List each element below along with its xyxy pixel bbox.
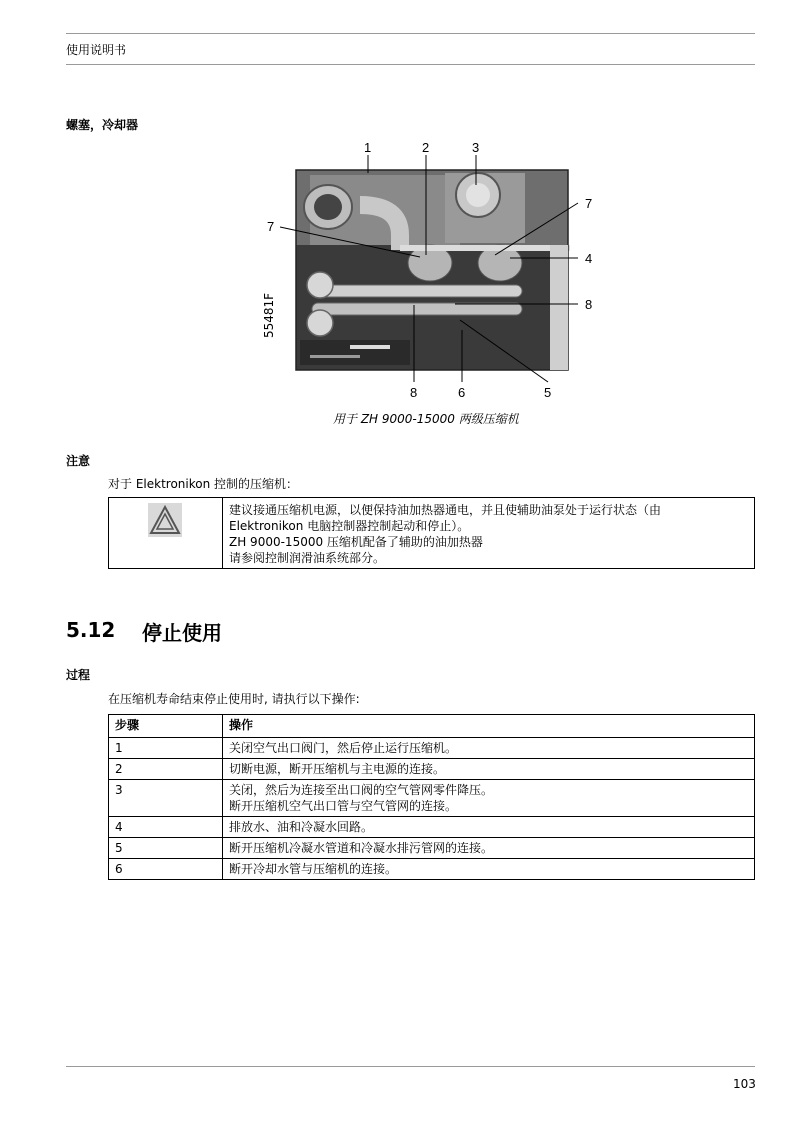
step-cell: 4 [109,817,223,838]
step-cell: 5 [109,838,223,859]
steps-table [108,714,755,880]
callout-4: 4 [585,251,593,266]
figure-heading: 螺塞，冷却器 [66,118,139,132]
callout-8-bottom: 8 [410,385,418,400]
callout-1: 1 [364,140,372,155]
callout-5: 5 [544,385,552,400]
note-line: ZH 9000-15000 压缩机配备了辅助的油加热器 [229,535,483,549]
step-cell: 6 [109,859,223,880]
procedure-label: 过程 [66,668,91,682]
header-top-rule [66,33,755,34]
footer-rule [66,1066,755,1067]
warning-triangle-icon [148,503,182,537]
action-cell: 关闭空气出口阀门，然后停止运行压缩机。 [223,738,755,759]
note-line: Elektronikon 电脑控制器控制起动和停止）。 [229,519,470,533]
note-intro: 对于 Elektronikon 控制的压缩机： [108,477,299,491]
table-row [109,738,755,759]
table-row [109,859,755,880]
image-code: 55481F [262,292,276,338]
table-row [109,759,755,780]
note-label: 注意 [66,454,91,468]
header-action: 操作 [223,715,755,738]
table-row [109,838,755,859]
figure-caption: 用于 ZH 9000-15000 两级压缩机 [333,412,519,426]
action-cell: 断开冷却水管与压缩机的连接。 [223,859,755,880]
table-header-row [109,715,755,738]
section-number: 5.12 [66,618,116,642]
note-line: 建议接通压缩机电源，以便保持油加热器通电，并且使辅助油泵处于运行状态（由 [229,503,662,517]
action-cell: 断开压缩机冷凝水管道和冷凝水排污管网的连接。 [223,838,755,859]
procedure-intro: 在压缩机寿命结束停止使用时, 请执行以下操作: [108,692,360,706]
callout-7-right: 7 [585,196,593,211]
note-box [108,497,755,569]
compressor-figure [250,135,610,405]
callout-8-right: 8 [585,297,593,312]
action-line: 断开压缩机空气出口管与空气管网的连接。 [229,799,458,813]
section-title: 停止使用 [142,621,222,645]
step-cell: 3 [109,780,223,817]
action-cell: 切断电源，断开压缩机与主电源的连接。 [223,759,755,780]
step-cell: 2 [109,759,223,780]
note-line: 请参阅控制润滑油系统部分。 [229,551,386,565]
action-cell: 排放水、油和冷凝水回路。 [223,817,755,838]
header-step: 步骤 [109,715,223,738]
callout-3: 3 [472,140,480,155]
step-cell: 1 [109,738,223,759]
page-number: 103 [733,1077,756,1091]
table-row [109,780,755,817]
table-row [109,817,755,838]
action-cell [223,780,755,817]
callout-7-left: 7 [267,219,275,234]
header-bottom-rule [66,64,755,65]
action-line: 关闭，然后为连接至出口阀的空气管网零件降压。 [229,783,494,797]
header-title: 使用说明书 [66,43,127,57]
callout-2: 2 [422,140,430,155]
note-text [229,502,749,566]
note-icon-cell [109,498,223,568]
callout-6: 6 [458,385,466,400]
